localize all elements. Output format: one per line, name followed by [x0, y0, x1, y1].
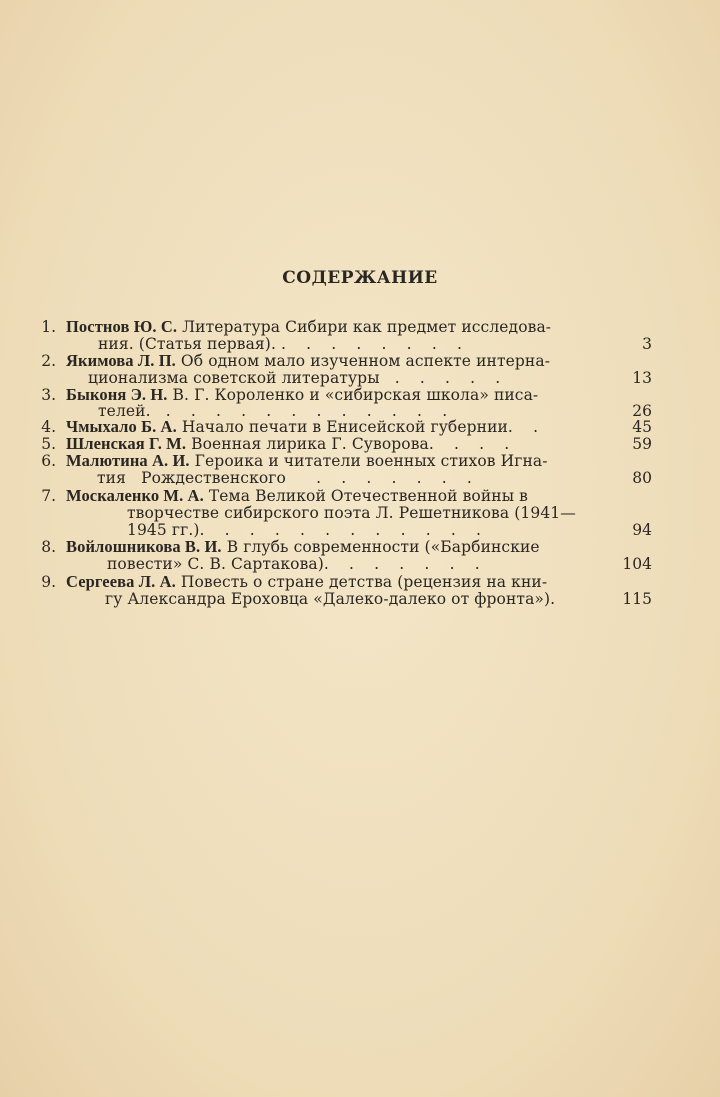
entry-title-continued: телей. . . . . . . . . . . . . — [98, 402, 448, 420]
entry-number: 9. — [41, 573, 56, 591]
entry-title: Литература Сибири как предмет исследова- — [182, 318, 552, 336]
entry-number: 5. — [41, 435, 56, 453]
entry-number: 8. — [41, 538, 56, 556]
entry-title: Повесть о стране детства (рецензия на кни- — [180, 573, 548, 591]
entry-page-number: 104 — [622, 555, 652, 573]
toc-line — [66, 318, 551, 336]
entry-title-continued: ния. (Статья первая). . . . . . . . . — [98, 335, 462, 353]
entry-author: Войлошникова В. И. — [66, 537, 222, 556]
entry-number: 7. — [41, 487, 56, 505]
toc-line — [127, 504, 576, 522]
entry-author: Шленская Г. М. — [66, 434, 187, 453]
entry-title: В. Г. Короленко и «сибирская школа» писа- — [172, 386, 539, 404]
toc-line — [66, 538, 540, 556]
entry-author: Быконя Э. Н. — [66, 385, 168, 404]
entry-author: Чмыхало Б. А. — [66, 417, 177, 436]
toc-line — [66, 487, 528, 505]
toc-line — [66, 573, 547, 591]
entry-title: Героика и читатели военных стихов Игна- — [194, 452, 548, 470]
entry-number: 1. — [41, 318, 56, 336]
page-title: СОДЕРЖАНИЕ — [282, 268, 438, 288]
entry-title-continued: повести» С. В. Сартакова). . . . . . . — [107, 555, 480, 573]
entry-title: В глубь современности («Барбинские — [226, 538, 540, 556]
entry-author: Москаленко М. А. — [66, 486, 204, 505]
entry-page-number: 80 — [632, 469, 652, 487]
entry-author: Сергеева Л. А. — [66, 572, 176, 591]
entry-author: Постнов Ю. С. — [66, 317, 178, 336]
entry-number: 3. — [41, 386, 56, 404]
entry-page-number: 115 — [622, 590, 652, 608]
toc-line — [107, 555, 480, 573]
toc-line — [66, 452, 548, 470]
entry-title: Военная лирика Г. Суворова. . . . — [191, 435, 510, 453]
entry-page-number: 13 — [632, 369, 652, 387]
entry-title: Начало печати в Енисейской губернии. . — [181, 418, 539, 436]
entry-page-number: 45 — [632, 418, 652, 436]
entry-page-number: 3 — [642, 335, 652, 353]
entry-page-number: 59 — [632, 435, 652, 453]
entry-author: Малютина А. И. — [66, 451, 190, 470]
entry-page-number: 94 — [632, 521, 652, 539]
entry-number: 4. — [41, 418, 56, 436]
toc-line — [66, 352, 550, 370]
entry-title-continued: 1945 гг.). . . . . . . . . . . . — [127, 521, 482, 539]
entry-title-continued: тия Рождественского . . . . . . . — [97, 469, 472, 487]
entry-author: Якимова Л. П. — [66, 351, 176, 370]
entry-number: 2. — [41, 352, 56, 370]
entry-title: Тема Великой Отечественной войны в — [208, 487, 528, 505]
entry-title-continued: ционализма советской литературы . . . . . — [88, 369, 501, 387]
entry-title-continued: гу Александра Ероховца «Далеко-далеко от фронта»). — [105, 590, 556, 608]
entry-number: 6. — [41, 452, 56, 470]
entry-title: Об одном мало изученном аспекте интерна- — [180, 352, 551, 370]
toc-line — [97, 469, 472, 487]
entry-page-number: 26 — [632, 402, 652, 420]
entry-title-continued: творчестве сибирского поэта Л. Решетникова (1941— — [127, 504, 576, 522]
toc-line — [105, 590, 555, 608]
